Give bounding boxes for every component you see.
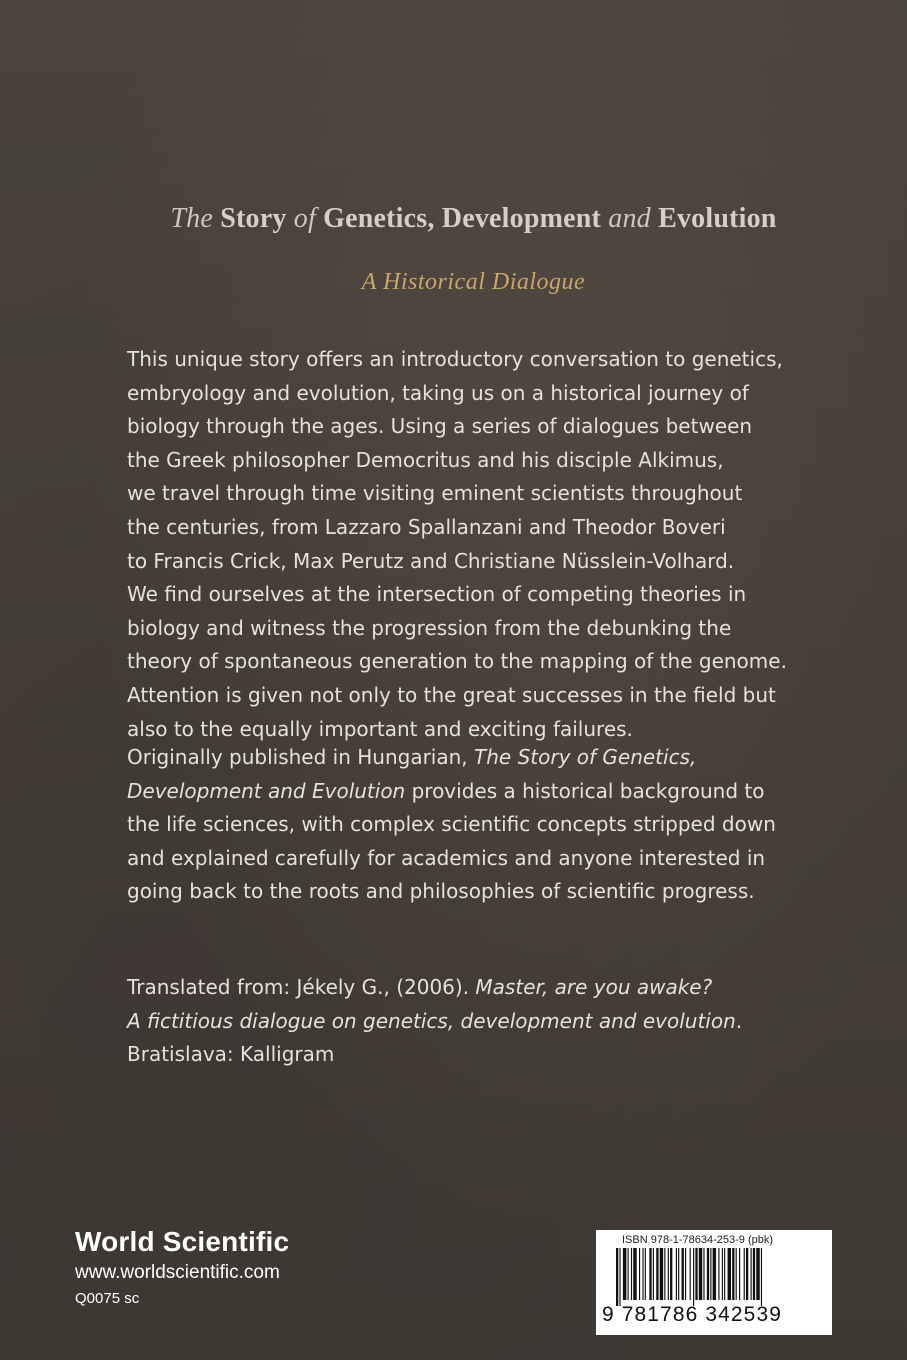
barcode-bar	[619, 1248, 620, 1306]
description-paragraph-1	[127, 343, 787, 746]
text-line	[127, 971, 747, 1005]
barcode-bar	[713, 1248, 716, 1300]
barcode-bar	[690, 1248, 691, 1300]
barcode-bar	[623, 1248, 626, 1300]
barcode-bar	[699, 1248, 702, 1300]
isbn-label: ISBN 978-1-78634-253-9 (pbk)	[622, 1234, 774, 1246]
book-subtitle: A Historical Dialogue	[361, 269, 586, 295]
product-code: Q0075 sc	[75, 1290, 140, 1307]
barcode-bar	[678, 1248, 679, 1300]
barcode-bar	[682, 1248, 684, 1300]
barcode-bar	[707, 1248, 709, 1300]
barcode-bar	[746, 1248, 748, 1300]
text-line: and explained carefully for academics and anyone interested in	[127, 845, 766, 870]
text-fragment: .	[735, 1008, 743, 1033]
barcode-bar	[616, 1248, 618, 1306]
barcode-bar	[739, 1248, 740, 1300]
text-line	[127, 775, 765, 809]
barcode-bar	[744, 1248, 745, 1300]
barcode-bar	[710, 1248, 711, 1300]
title-word-of: of	[293, 203, 316, 234]
barcode-bar	[703, 1248, 704, 1300]
barcode-bar	[756, 1248, 759, 1300]
text-line: the Greek philosopher Democritus and his disciple Alkimus,	[127, 447, 724, 472]
isbn-barcode	[596, 1230, 832, 1335]
text-line: the centuries, from Lazzaro Spallanzani and Theodor Boveri	[127, 514, 726, 539]
book-title	[0, 203, 907, 235]
text-fragment: Originally published in Hungarian,	[127, 745, 475, 769]
text-line: We find ourselves at the intersection of competing theories in	[127, 582, 747, 607]
text-line: biology through the ages. Using a series of dialogues between	[127, 414, 753, 439]
barcode-bar	[633, 1248, 636, 1300]
title-words-genetics-development: Genetics, Development	[323, 203, 602, 234]
barcode-bar	[653, 1248, 654, 1300]
title-word-the: The	[170, 203, 214, 234]
barcode-bars	[602, 1248, 828, 1306]
title-word-story: Story	[220, 203, 287, 234]
text-line: This unique story offers an introductory conversation to genetics,	[127, 347, 783, 371]
italic-original-subtitle: A fictitious dialogue on genetics, development and evolution	[127, 1008, 736, 1033]
text-line: the life sciences, with complex scientific concepts stripped down	[127, 812, 776, 837]
barcode-bar	[670, 1248, 672, 1300]
translation-credit	[127, 971, 747, 1072]
barcode-bar	[628, 1248, 629, 1300]
barcode-digits: 9 781786 342539	[602, 1303, 782, 1326]
title-word-evolution: Evolution	[658, 203, 777, 234]
barcode-bar	[736, 1248, 737, 1300]
barcode-bar	[732, 1248, 734, 1300]
text-line: theory of spontaneous generation to the mapping of the genome.	[127, 649, 787, 674]
text-fragment: provides a historical background to	[405, 778, 765, 803]
barcode-bar	[639, 1248, 640, 1300]
barcode-bar	[631, 1248, 632, 1300]
text-line: Bratislava: Kalligram	[127, 1042, 335, 1067]
publisher-url[interactable]: www.worldscientific.com	[75, 1262, 280, 1283]
barcode-bar	[656, 1248, 658, 1300]
barcode-bar	[761, 1248, 762, 1306]
barcode-bar	[751, 1248, 752, 1300]
barcode-bar	[695, 1248, 697, 1300]
barcode-bar	[718, 1248, 719, 1300]
text-line	[127, 741, 747, 775]
text-line: Attention is given not only to the great successes in the field but	[127, 682, 776, 707]
barcode-bar	[664, 1248, 665, 1300]
text-line: we travel through time visiting eminent scientists throughout	[127, 481, 743, 506]
text-fragment: Translated from: Jékely G., (2006).	[127, 975, 476, 999]
italic-book-title: Development and Evolution	[127, 778, 406, 803]
text-line: also to the equally important and exciting failures.	[127, 716, 633, 741]
text-line: to Francis Crick, Max Perutz and Christiane Nüsslein-Volhard.	[127, 548, 735, 573]
title-word-and: and	[608, 203, 651, 234]
publisher-block	[75, 1226, 289, 1307]
text-line: embryology and evolution, taking us on a historical journey of	[127, 380, 749, 405]
barcode-bar	[668, 1248, 669, 1300]
barcode-bar	[649, 1248, 651, 1300]
text-line: biology and witness the progression from the debunking the	[127, 615, 732, 640]
barcode-bar	[693, 1248, 694, 1306]
italic-book-title: The Story of Genetics,	[474, 745, 697, 769]
barcode-bar	[753, 1248, 755, 1300]
barcode-bar	[685, 1248, 686, 1300]
italic-original-title: Master, are you awake?	[475, 975, 713, 999]
publisher-name: World Scientific	[75, 1226, 290, 1257]
barcode-bar	[645, 1248, 646, 1300]
barcode-bar	[724, 1248, 725, 1300]
text-line	[127, 1005, 747, 1039]
text-line: going back to the roots and philosophies of scientific progress.	[127, 879, 755, 904]
barcode-bar	[660, 1248, 663, 1300]
description-paragraph-2	[127, 741, 776, 909]
barcode-bar	[728, 1248, 731, 1300]
barcode-bar	[676, 1248, 677, 1300]
barcode-bar	[642, 1248, 643, 1300]
barcode-bar	[722, 1248, 723, 1300]
